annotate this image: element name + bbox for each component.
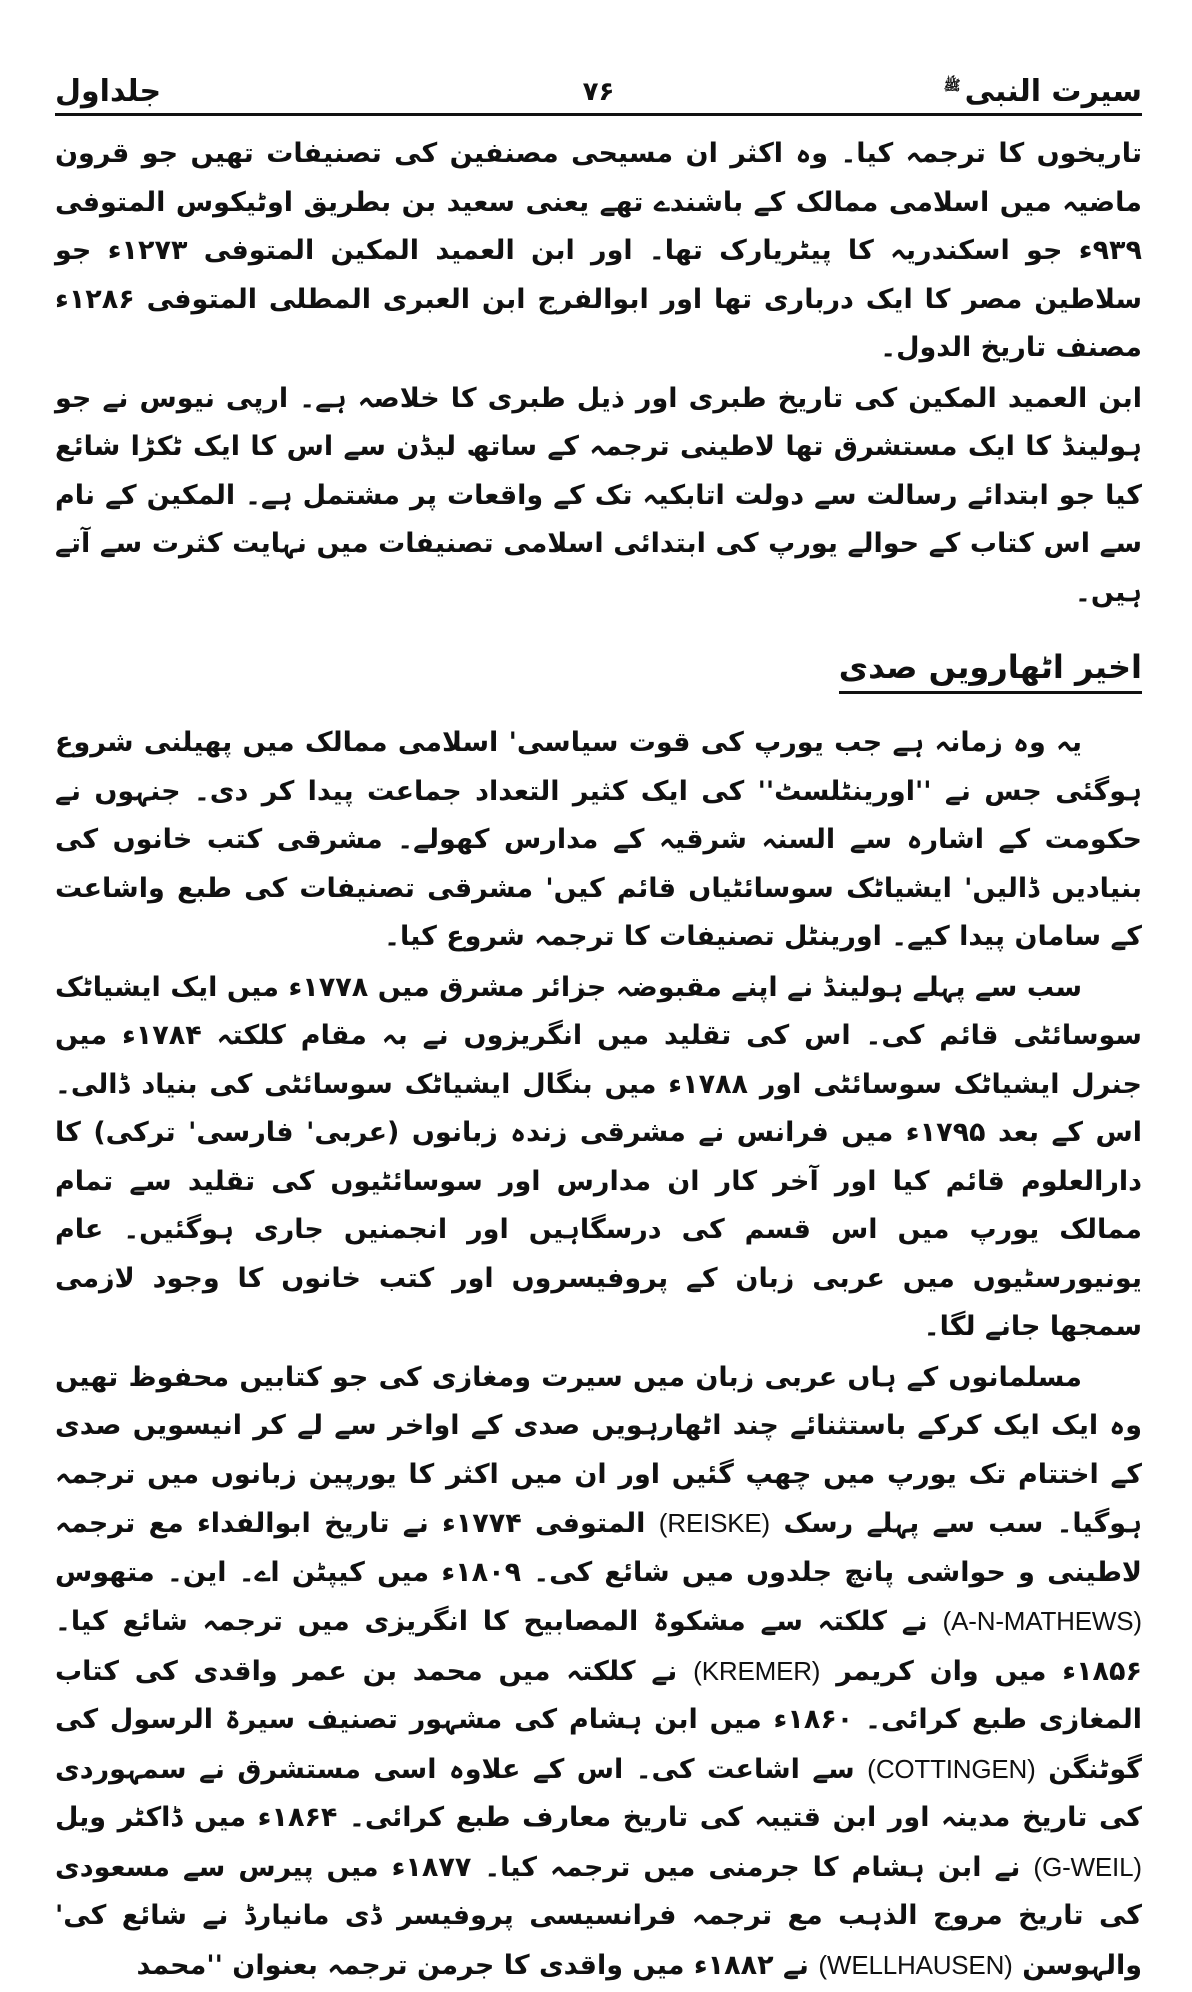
book-title-text: سیرت النبی (964, 74, 1142, 109)
latin-name-wellhausen: (WELLHAUSEN) (818, 1949, 1013, 1980)
latin-name-cottingen: (COTTINGEN) (867, 1753, 1036, 1784)
latin-name-kremer: (KREMER) (693, 1655, 821, 1686)
page-header (55, 55, 1142, 116)
latin-name-reiske: (REISKE) (658, 1508, 771, 1538)
section-heading-wrap (55, 645, 1142, 701)
latin-name-mathews: (A-N-MATHEWS) (942, 1606, 1142, 1636)
volume-label: جلداول (55, 74, 162, 109)
page-body (55, 130, 1142, 1992)
text-segment: المتوفی ۱۷۷۴ء نے تاریخ ابوالفداء مع ترجمہ لاطینی و حواشی پانچ جلدوں میں شائع کی۔ ۱۸۰۹ء میں کیپٹن اے۔ این۔ متھوس (55, 1508, 1142, 1588)
book-title (944, 74, 1142, 109)
page-number: ۷۶ (582, 77, 615, 107)
text-segment: نے کلکتہ میں محمد بن عمر واقدی کی کتاب المغازی طبع کرائی۔ ۱۸۶۰ء میں ابن ہشام کی مشہور تصنیف سیرۃ الرسول کی گوٹنگن (55, 1655, 1142, 1785)
paragraph: تاریخوں کا ترجمہ کیا۔ وہ اکثر ان مسیحی مصنفین کی تصنیفات تھیں جو قرون ماضیہ میں اسلامی ممالک کے باشندے تھے یعنی سعید بن بطریق اوٹیکوس المتوفی ۹۳۹ء جو اسکندریہ کا پیٹریارک تھا۔ اور ابن العمید المکین المتوفی ۱۲۷۳ء جو سلاطین مصر کا ایک درباری تھا اور ابوالفرج ابن العبری المطلی المتوفی ۱۲۸۶ء مصنف تاریخ الدول۔ (55, 138, 1143, 363)
paragraph-orientalist-publications (55, 1354, 1142, 1991)
paragraph: ابن العمید المکین کی تاریخ طبری اور ذیل طبری کا خلاصہ ہے۔ ارپی نیوس نے جو ہولینڈ کا ایک مستشرق تھا لاطینی ترجمہ کے ساتھ لیڈن سے اس کا ایک ٹکڑا شائع کیا جو ابتدائے رسالت سے دولت اتابکیہ تک کے واقعات پر مشتمل ہے۔ المکین کے نام سے اس کتاب کے حوالے یورپ کی ابتدائی اسلامی تصنیفات میں نہایت کثرت سے آتے ہیں۔ (55, 382, 1142, 608)
text-segment: مسلمانوں کے ہاں عربی زبان میں سیرت ومغازی کی جو کتابیں محفوظ تھیں وہ ایک ایک کرکے باستثنائے چند اٹھارہویں صدی کے اواخر سے لے کر انیسویں صدی کے اختتام تک یورپ میں چھپ گئیں اور ان میں اکثر کا یورپین زبانوں میں ترجمہ ہوگیا۔ سب سے پہلے رسک (55, 1361, 1143, 1539)
text-segment: نے ابن ہشام کا جرمنی میں ترجمہ کیا۔ ۱۸۷۷ء میں پیرس سے مسعودی کی تاریخ مروج الذہب مع ترجمہ فرانسیسی پروفیسر ڈی مانیارڈ نے شائع کی' والہوسن (55, 1851, 1142, 1981)
paragraph: سب سے پہلے ہولینڈ نے اپنے مقبوضہ جزائر مشرق میں ۱۷۷۸ء میں ایک ایشیاٹک سوسائٹی قائم کی۔ اس کی تقلید میں انگریزوں نے بہ مقام کلکتہ ۱۷۸۴ء میں جنرل ایشیاٹک سوسائٹی اور ۱۷۸۸ء میں بنگال ایشیاٹک سوسائٹی کی بنیاد ڈالی۔ اس کے بعد ۱۷۹۵ء میں فرانس نے مشرقی زندہ زبانوں (عربی' فارسی' ترکی) کا دارالعلوم قائم کیا اور آخر کار ان مدارس اور سوسائٹیوں کی تقلید سے تمام ممالک یورپ میں اس قسم کی درسگاہیں اور انجمنیں جاری ہوگئیں۔ عام یونیورسٹیوں میں عربی زبان کے پروفیسروں اور کتب خانوں کا وجود لازمی سمجھا جانے لگا۔ (55, 971, 1142, 1342)
latin-name-weil: (G-WEIL) (1033, 1851, 1142, 1882)
honorific-mark: ﷺ (943, 78, 961, 94)
text-segment: سے اشاعت کی۔ اس کے علاوہ اسی مستشرق نے سمہوردی کی تاریخ مدینہ اور ابن قتیبہ کی تاریخ معارف طبع کرائی۔ ۱۸۶۴ء میں ڈاکٹر ویل (55, 1753, 1143, 1833)
section-heading: اخیر اٹھارویں صدی (839, 645, 1142, 694)
paragraph: یہ وہ زمانہ ہے جب یورپ کی قوت سیاسی' اسلامی ممالک میں پھیلنی شروع ہوگئی جس نے ''اورینٹلسٹ'' کی ایک کثیر التعداد جماعت پیدا کر دی۔ جنہوں نے حکومت کے اشارہ سے السنہ شرقیہ کے مدارس کھولے۔ مشرقی کتب خانوں کی بنیادیں ڈالیں' ایشیاٹک سوسائٹیاں قائم کیں' مشرقی تصنیفات کی طبع واشاعت کے سامان پیدا کیے۔ اورینٹل تصنیفات کا ترجمہ شروع کیا۔ (55, 727, 1142, 952)
text-segment: نے ۱۸۸۲ء میں واقدی کا جرمن ترجمہ بعنوان ''محمد (136, 1949, 809, 1981)
text-segment: نے کلکتہ سے مشکوۃ المصابیح کا انگریزی میں ترجمہ شائع کیا۔ ۱۸۵۶ء میں وان کریمر (55, 1606, 1142, 1687)
